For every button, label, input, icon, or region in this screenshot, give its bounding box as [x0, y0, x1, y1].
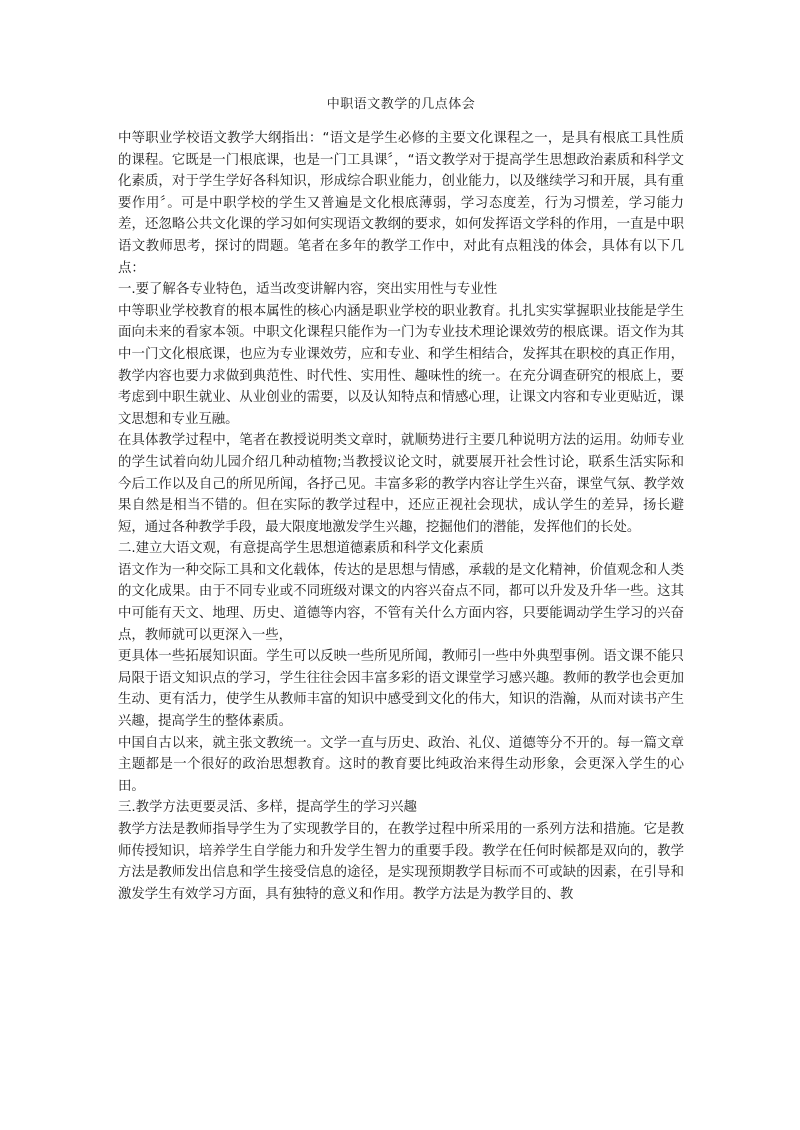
- section-heading-2: 二.建立大语文观，有意提高学生思想道德素质和科学文化素质: [118, 541, 484, 557]
- paragraph: 中国自古以来，就主张文教统一。文学一直与历史、政治、礼仪、道德等分不开的。每一篇文章主题都是一个很好的政治思想教育。这时的教育要比纯政治来得生动形象，会更深入学生的心田。: [118, 735, 684, 794]
- document-body: [118, 128, 684, 905]
- paragraph: 在具体教学过程中，笔者在教授说明类文章时，就顺势进行主要几种说明方法的运用。幼师专业的学生试着向幼儿园介绍几种动植物;当教授议论文时，就要展开社会性讨论，联系生活实际和今后工作以及自己的所见所闻，各抒己见。丰富多彩的教学内容让学生兴奋，课堂气氛、教学效果自然是相当不错的。但在实际的教学过程中，还应正视社会现状，成认学生的差异，扬长避短，通过各种教学手段，最大限度地激发学生兴趣，挖掘他们的潜能，发挥他们的长处。: [118, 433, 684, 535]
- paragraph: 更具体一些拓展知识面。学生可以反映一些所见所闻，教师引一些中外典型事例。语文课不能只局限于语文知识点的学习，学生往往会因丰富多彩的语文课堂学习感兴趣。教师的教学也会更加生动、更有活力，使学生从教师丰富的知识中感受到文化的伟大，知识的浩瀚，从而对读书产生兴趣，提高学生的整体素质。: [118, 649, 684, 730]
- section-heading-3: 三.教学方法更要灵活、多样，提高学生的学习兴趣: [118, 800, 417, 816]
- paragraph: 教学方法是教师指导学生为了实现教学目的，在教学过程中所采用的一系列方法和措施。它是教师传授知识，培养学生自学能力和升发学生智力的重要手段。教学在任何时候都是双向的，教学方法是教师发出信息和学生接受信息的途径，是实现预期教学目标而不可或缺的因素，在引导和激发学生有效学习方面，具有独特的意义和作用。教学方法是为教学目的、教: [118, 822, 684, 902]
- paragraph: 中等职业学校教育的根本属性的核心内涵是职业学校的职业教育。扎扎实实掌握职业技能是学生面向未来的看家本领。中职文化课程只能作为一门为专业技术理论课效劳的根底课。语文作为其中一门文化根底课，也应为专业课效劳，应和专业、和学生相结合，发挥其在职校的真正作用，教学内容也要力求做到典范性、时代性、实用性、趣味性的统一。在充分调查研究的根底上，要考虑到中职生就业、从业创业的需要，以及认知特点和情感心理，让课文内容和专业更贴近，课文思想和专业互融。: [118, 303, 684, 427]
- paragraph-intro: 中等职业学校语文教学大纲指出：“语文是学生必修的主要文化课程之一，是具有根底工具性质的课程。它既是一门根底课，也是一门工具课〞，“语文教学对于提高学生思想政治素质和科学文化素质，对于学生学好各科知识，形成综合职业能力，创业能力，以及继续学习和开展，具有重要作用〞。可是中职学校的学生又普遍是文化根底薄弱，学习态度差，行为习惯差，学习能力差，还忽略公共文化课的学习如何实现语文教纲的要求，如何发挥语文学科的作用，一直是中职语文教师思考，探讨的問题。笔者在多年的教学工作中，对此有点粗浅的体会，具体有以下几点：: [118, 131, 684, 276]
- paragraph: 语文作为一种交际工具和文化载体，传达的是思想与情感，承载的是文化精神，价值观念和人类的文化成果。由于不同专业或不同班级对课文的内容兴奋点不同，都可以升发及升华一些。这其中可能有天文、地理、历史、道德等内容，不管有关什么方面内容，只要能调动学生学习的兴奋点，教师就可以更深入一些，: [118, 562, 684, 643]
- section-heading-1: 一.要了解各专业特色，适当改变讲解内容，突出实用性与专业性: [118, 282, 498, 298]
- document-title: 中职语文教学的几点体会: [326, 97, 476, 112]
